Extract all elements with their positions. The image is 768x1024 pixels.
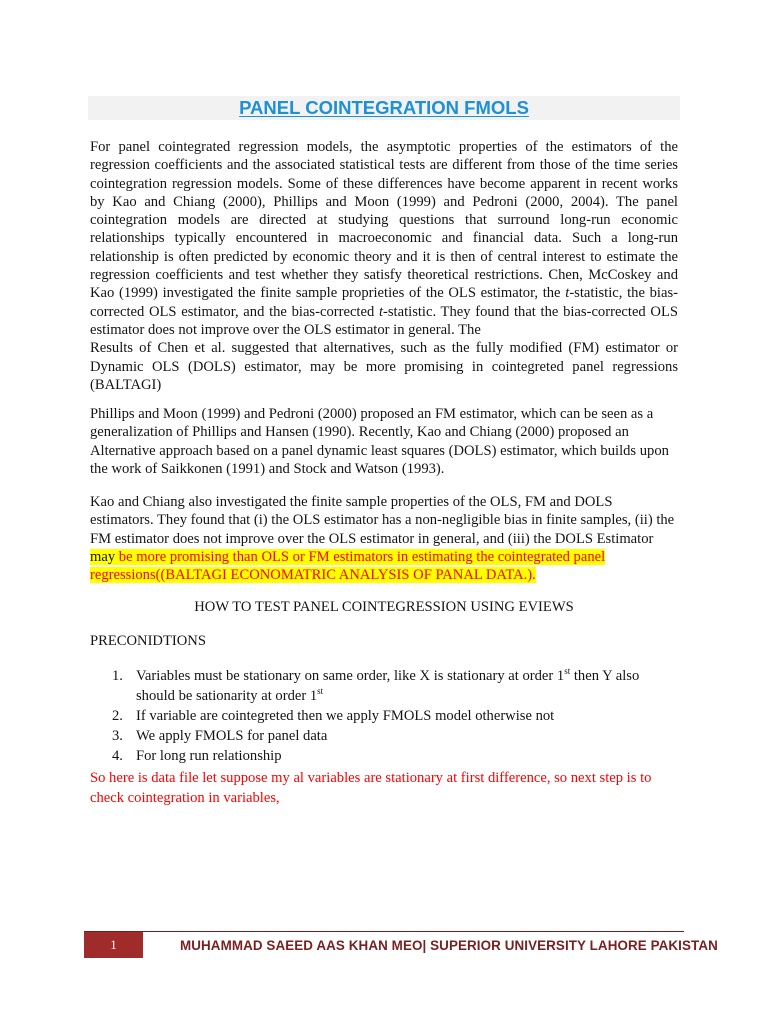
para1-text-3: -statistic. They found that the bias-corrected OLS estimator does not improve over the OLS estimator in general. The xyxy=(90,303,678,338)
list-item-text: We apply FMOLS for panel data xyxy=(136,728,328,744)
list-number: 3. xyxy=(112,728,123,744)
preconditions-label: PRECONIDTIONS xyxy=(90,633,206,649)
list-item-text: For long run relationship xyxy=(136,748,282,764)
superscript: st xyxy=(564,666,571,677)
preconditions-list xyxy=(90,666,680,766)
list-item xyxy=(90,666,680,706)
para1-text-1: For panel cointegrated regression models, the asymptotic properties of the estimators of the regression coefficients and the associated statistical tests are different from those of the time series cointegration regression models. Some of these differences have become apparent in recent works by Kao and Chiang (2000), Phillips and Moon (1999) and Pedroni (2000, 2004). The panel cointegration models are directed at studying questions that surround long-run economic relationships typically encountered in macroeconomic and financial data. Such a long-run relationship is often predicted by economic theory and it is then of central interest to estimate the regression coefficients and test whether they satisfy theoretical restrictions. Chen, McCoskey and Kao (1999) investigated the finite sample proprieties of the OLS estimator, the xyxy=(90,139,678,302)
highlight-red-text: be more promising than OLS or FM estimators in estimating the cointegrated panel regressions((BALTAGI ECONOMATRIC ANALYSIS OF PANAL DATA.). xyxy=(90,548,606,584)
list-item-text-b: then Y also should be sationarity at order 1 xyxy=(136,668,640,704)
footer-author: MUHAMMAD SAEED AAS KHAN MEO| SUPERIOR UNIVERSITY LAHORE PAKISTAN xyxy=(180,938,718,953)
page-number: 1 xyxy=(110,937,117,952)
paragraph-fm-estimator: Phillips and Moon (1999) and Pedroni (2000) proposed an FM estimator, which can be seen as a generalization of Phillips and Hansen (1990). Recently, Kao and Chiang (2000) proposed an Alternative approach based on a panel dynamic least squares (DOLS) estimator, which builds upon the work of Saikkonen (1991) and Stock and Watson (1993). xyxy=(90,406,669,477)
para1-text-4: Results of Chen et al. suggested that alternatives, such as the fully modified (FM) estimator or Dynamic OLS (DOLS) estimator, may be more promising in cointegreted panel regressions (BALTAGI) xyxy=(90,340,678,393)
footer-divider xyxy=(84,931,684,932)
list-number: 2. xyxy=(112,708,123,724)
paragraph-intro xyxy=(90,138,678,394)
list-item xyxy=(90,746,680,766)
paragraph-kao-chiang xyxy=(90,493,678,584)
para3-text: Kao and Chiang also investigated the finite sample properties of the OLS, FM and DOLS estimators. They found that (i) the OLS estimator has a non-negligible bias in finite samples, (ii) the FM estimator does not improve over the OLS estimator in general, and (iii) the DOLS Estimator xyxy=(90,494,675,547)
list-item xyxy=(90,706,680,726)
highlight-may: may xyxy=(90,548,116,565)
list-number: 4. xyxy=(112,748,123,764)
list-item-text-a: Variables must be stationary on same order, like X is stationary at order 1 xyxy=(136,668,565,684)
red-note: So here is data file let suppose my al variables are stationary at first difference, so next step is to check cointegration in variables, xyxy=(90,770,652,806)
list-number: 1. xyxy=(112,668,123,684)
page-title: PANEL COINTEGRATION FMOLS xyxy=(239,97,529,118)
section-heading: HOW TO TEST PANEL COINTEGRESSION USING EVIEWS xyxy=(194,599,574,615)
page-number-badge xyxy=(84,932,143,958)
list-item-text: If variable are cointegreted then we apply FMOLS model otherwise not xyxy=(136,708,555,724)
list-item xyxy=(90,726,680,746)
para1-italic-t-1: t xyxy=(565,285,570,302)
para1-text-2: -statistic, the bias-corrected OLS estimator, and the bias-corrected xyxy=(90,285,678,320)
para1-italic-t-2: t xyxy=(378,303,384,320)
superscript: st xyxy=(317,686,324,697)
